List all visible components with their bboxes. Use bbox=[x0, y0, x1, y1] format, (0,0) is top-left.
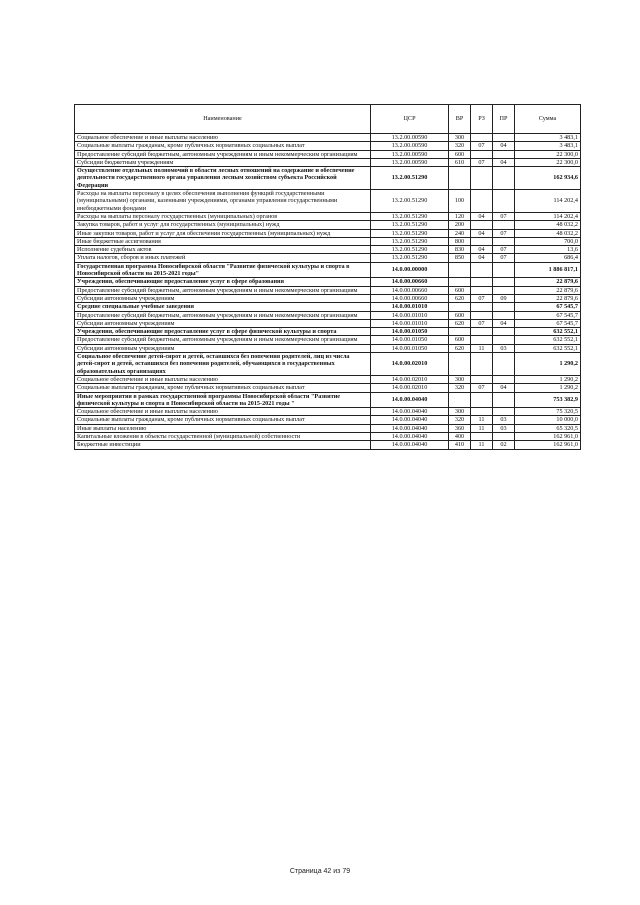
cell-rz: 04 bbox=[471, 246, 493, 254]
cell-vr bbox=[449, 278, 471, 286]
cell-csr: 14.0.00.00660 bbox=[371, 294, 449, 302]
table-row bbox=[75, 254, 581, 262]
cell-rz: 11 bbox=[471, 441, 493, 449]
cell-name: Бюджетные инвестиции bbox=[75, 441, 371, 449]
table-row bbox=[75, 278, 581, 286]
cell-rz bbox=[471, 336, 493, 344]
cell-vr: 600 bbox=[449, 286, 471, 294]
cell-rz: 11 bbox=[471, 416, 493, 424]
cell-sum: 1 886 817,1 bbox=[515, 262, 581, 278]
cell-csr: 13.2.00.00590 bbox=[371, 142, 449, 150]
cell-name: Иные бюджетные ассигнования bbox=[75, 237, 371, 245]
cell-pr bbox=[493, 311, 515, 319]
cell-vr: 410 bbox=[449, 441, 471, 449]
header-csr: ЦСР bbox=[371, 105, 449, 134]
cell-pr bbox=[493, 303, 515, 311]
cell-vr bbox=[449, 167, 471, 190]
cell-name: Предоставление субсидий бюджетным, автономным учреждениям и иным некоммерческим организациям bbox=[75, 336, 371, 344]
cell-name: Социальные выплаты гражданам, кроме публичных нормативных социальных выплат bbox=[75, 142, 371, 150]
cell-pr: 02 bbox=[493, 441, 515, 449]
cell-sum: 48 032,2 bbox=[515, 221, 581, 229]
cell-name: Осуществление отдельных полномочий в области лесных отношений на содержание и обеспечение деятельности государственного органа управления лесным хозяйством субъекта Российской Федерации bbox=[75, 167, 371, 190]
cell-rz bbox=[471, 237, 493, 245]
cell-csr: 14.0.00.04040 bbox=[371, 416, 449, 424]
cell-csr: 14.0.00.00660 bbox=[371, 286, 449, 294]
cell-rz bbox=[471, 392, 493, 408]
cell-name: Социальное обеспечение и иные выплаты населению bbox=[75, 134, 371, 142]
cell-vr: 620 bbox=[449, 294, 471, 302]
cell-csr: 14.0.00.02010 bbox=[371, 353, 449, 376]
cell-name: Средние специальные учебные заведения bbox=[75, 303, 371, 311]
cell-pr: 03 bbox=[493, 424, 515, 432]
cell-name: Субсидии автономным учреждениям bbox=[75, 344, 371, 352]
table-row bbox=[75, 229, 581, 237]
cell-rz: 07 bbox=[471, 294, 493, 302]
cell-vr bbox=[449, 328, 471, 336]
cell-vr: 300 bbox=[449, 134, 471, 142]
cell-vr: 300 bbox=[449, 375, 471, 383]
cell-csr: 14.0.00.02010 bbox=[371, 375, 449, 383]
cell-pr: 03 bbox=[493, 416, 515, 424]
table-row bbox=[75, 375, 581, 383]
cell-csr: 14.0.00.01010 bbox=[371, 311, 449, 319]
table-row bbox=[75, 190, 581, 213]
cell-pr: 04 bbox=[493, 158, 515, 166]
header-sum: Сумма bbox=[515, 105, 581, 134]
cell-pr bbox=[493, 392, 515, 408]
cell-csr: 14.0.00.04040 bbox=[371, 441, 449, 449]
cell-pr: 07 bbox=[493, 246, 515, 254]
cell-name: Социальные выплаты гражданам, кроме публичных нормативных социальных выплат bbox=[75, 416, 371, 424]
cell-pr bbox=[493, 237, 515, 245]
cell-vr bbox=[449, 262, 471, 278]
cell-sum: 1 290,2 bbox=[515, 375, 581, 383]
table-row bbox=[75, 158, 581, 166]
cell-pr bbox=[493, 336, 515, 344]
cell-pr bbox=[493, 286, 515, 294]
cell-name: Расходы на выплаты персоналу государственных (муниципальных) органов bbox=[75, 212, 371, 220]
cell-name: Иные выплаты населению bbox=[75, 424, 371, 432]
cell-rz bbox=[471, 167, 493, 190]
cell-name: Уплата налогов, сборов и иных платежей bbox=[75, 254, 371, 262]
cell-vr: 240 bbox=[449, 229, 471, 237]
cell-vr: 800 bbox=[449, 237, 471, 245]
cell-rz bbox=[471, 286, 493, 294]
cell-name: Предоставление субсидий бюджетным, автономным учреждениям и иным некоммерческим организациям bbox=[75, 150, 371, 158]
cell-vr: 100 bbox=[449, 190, 471, 213]
cell-vr: 600 bbox=[449, 150, 471, 158]
header-pr: ПР bbox=[493, 105, 515, 134]
cell-rz: 04 bbox=[471, 229, 493, 237]
cell-rz bbox=[471, 408, 493, 416]
cell-rz bbox=[471, 353, 493, 376]
table-row bbox=[75, 408, 581, 416]
table-row bbox=[75, 328, 581, 336]
cell-rz: 07 bbox=[471, 142, 493, 150]
cell-name: Предоставление субсидий бюджетным, автономным учреждениям и иным некоммерческим организациям bbox=[75, 286, 371, 294]
cell-csr: 13.2.00.00590 bbox=[371, 158, 449, 166]
table-row bbox=[75, 392, 581, 408]
cell-csr: 14.0.00.01050 bbox=[371, 336, 449, 344]
cell-csr: 13.2.00.51290 bbox=[371, 221, 449, 229]
budget-table bbox=[74, 104, 581, 450]
cell-csr: 13.2.00.00590 bbox=[371, 150, 449, 158]
cell-sum: 48 032,2 bbox=[515, 229, 581, 237]
table-row bbox=[75, 441, 581, 449]
cell-name: Учреждения, обеспечивающие предоставление услуг в сфере физической культуры и спорта bbox=[75, 328, 371, 336]
table-row bbox=[75, 262, 581, 278]
cell-csr: 14.0.00.01010 bbox=[371, 303, 449, 311]
cell-rz: 07 bbox=[471, 319, 493, 327]
cell-pr bbox=[493, 375, 515, 383]
cell-vr: 320 bbox=[449, 142, 471, 150]
cell-csr: 13.2.00.51290 bbox=[371, 167, 449, 190]
cell-pr bbox=[493, 221, 515, 229]
cell-vr: 200 bbox=[449, 221, 471, 229]
cell-name: Социальные выплаты гражданам, кроме публичных нормативных социальных выплат bbox=[75, 384, 371, 392]
cell-pr bbox=[493, 353, 515, 376]
cell-name: Предоставление субсидий бюджетным, автономным учреждениям и иным некоммерческим организациям bbox=[75, 311, 371, 319]
cell-csr: 14.0.00.01050 bbox=[371, 328, 449, 336]
cell-name: Исполнение судебных актов bbox=[75, 246, 371, 254]
cell-sum: 67 545,7 bbox=[515, 319, 581, 327]
cell-name: Социальное обеспечение детей-сирот и детей, оставшихся без попечения родителей, лиц из числа детей-сирот и детей, оставшихся без попечения родителей, обучающихся в государственных образовательных организациях bbox=[75, 353, 371, 376]
cell-csr: 13.2.00.00590 bbox=[371, 134, 449, 142]
cell-pr bbox=[493, 278, 515, 286]
cell-vr bbox=[449, 303, 471, 311]
cell-sum: 632 552,1 bbox=[515, 344, 581, 352]
cell-pr: 04 bbox=[493, 142, 515, 150]
cell-vr: 400 bbox=[449, 432, 471, 440]
cell-name: Расходы на выплаты персоналу в целях обеспечения выполнения функций государственными (муниципальными) органами, казенными учреждениями, органами управления государственными внебюджетными фондами bbox=[75, 190, 371, 213]
cell-sum: 753 382,9 bbox=[515, 392, 581, 408]
cell-sum: 22 879,6 bbox=[515, 286, 581, 294]
cell-sum: 67 545,7 bbox=[515, 311, 581, 319]
page-number: Страница 42 из 79 bbox=[289, 868, 351, 875]
cell-sum: 3 483,1 bbox=[515, 142, 581, 150]
cell-pr: 09 bbox=[493, 294, 515, 302]
cell-pr bbox=[493, 190, 515, 213]
cell-sum: 114 202,4 bbox=[515, 190, 581, 213]
cell-name: Социальное обеспечение и иные выплаты населению bbox=[75, 375, 371, 383]
cell-sum: 162 961,0 bbox=[515, 441, 581, 449]
cell-rz bbox=[471, 262, 493, 278]
cell-csr: 14.0.00.00000 bbox=[371, 262, 449, 278]
cell-sum: 22 300,0 bbox=[515, 158, 581, 166]
table-row bbox=[75, 246, 581, 254]
cell-csr: 14.0.00.04040 bbox=[371, 408, 449, 416]
budget-table-container bbox=[74, 104, 580, 450]
table-row bbox=[75, 167, 581, 190]
cell-name: Субсидии автономным учреждениям bbox=[75, 319, 371, 327]
cell-rz: 04 bbox=[471, 254, 493, 262]
cell-rz bbox=[471, 190, 493, 213]
cell-name: Социальное обеспечение и иные выплаты населению bbox=[75, 408, 371, 416]
cell-pr bbox=[493, 408, 515, 416]
cell-name: Закупка товаров, работ и услуг для государственных (муниципальных) нужд bbox=[75, 221, 371, 229]
cell-sum: 114 202,4 bbox=[515, 212, 581, 220]
cell-pr: 04 bbox=[493, 319, 515, 327]
cell-name: Иные закупки товаров, работ и услуг для обеспечения государственных (муниципальных) нужд bbox=[75, 229, 371, 237]
cell-vr: 300 bbox=[449, 408, 471, 416]
cell-csr: 14.0.00.01010 bbox=[371, 319, 449, 327]
cell-pr: 07 bbox=[493, 229, 515, 237]
cell-vr: 320 bbox=[449, 384, 471, 392]
cell-sum: 13,6 bbox=[515, 246, 581, 254]
cell-sum: 3 483,1 bbox=[515, 134, 581, 142]
cell-sum: 1 290,2 bbox=[515, 384, 581, 392]
cell-rz bbox=[471, 134, 493, 142]
table-row bbox=[75, 294, 581, 302]
cell-pr: 03 bbox=[493, 344, 515, 352]
header-rz: РЗ bbox=[471, 105, 493, 134]
cell-rz bbox=[471, 221, 493, 229]
cell-pr bbox=[493, 134, 515, 142]
cell-vr: 620 bbox=[449, 319, 471, 327]
cell-sum: 700,0 bbox=[515, 237, 581, 245]
table-row bbox=[75, 150, 581, 158]
cell-rz bbox=[471, 375, 493, 383]
table-row bbox=[75, 416, 581, 424]
cell-vr: 610 bbox=[449, 158, 471, 166]
cell-csr: 14.0.00.04040 bbox=[371, 424, 449, 432]
cell-rz: 04 bbox=[471, 212, 493, 220]
table-row bbox=[75, 384, 581, 392]
header-vr: ВР bbox=[449, 105, 471, 134]
cell-name: Иные мероприятия в рамках государственной программы Новосибирской области "Развитие физической культуры и спорта в Новосибирской области на 2015-2021 годы " bbox=[75, 392, 371, 408]
cell-sum: 22 879,6 bbox=[515, 294, 581, 302]
cell-sum: 162 934,6 bbox=[515, 167, 581, 190]
cell-rz bbox=[471, 328, 493, 336]
table-row bbox=[75, 142, 581, 150]
table-row bbox=[75, 344, 581, 352]
cell-sum: 22 300,0 bbox=[515, 150, 581, 158]
cell-name: Капитальные вложения в объекты государственной (муниципальной) собственности bbox=[75, 432, 371, 440]
table-row bbox=[75, 353, 581, 376]
cell-vr bbox=[449, 353, 471, 376]
cell-name: Государственная программа Новосибирской области "Развитие физической культуры и спорта в Новосибирской области на 2015-2021 годы" bbox=[75, 262, 371, 278]
cell-sum: 65 320,5 bbox=[515, 424, 581, 432]
cell-pr bbox=[493, 328, 515, 336]
cell-pr: 07 bbox=[493, 212, 515, 220]
cell-vr bbox=[449, 392, 471, 408]
cell-csr: 13.2.00.51290 bbox=[371, 237, 449, 245]
cell-sum: 22 879,6 bbox=[515, 278, 581, 286]
cell-pr: 07 bbox=[493, 254, 515, 262]
table-row bbox=[75, 319, 581, 327]
cell-pr bbox=[493, 262, 515, 278]
table-row bbox=[75, 286, 581, 294]
cell-csr: 13.2.00.51290 bbox=[371, 212, 449, 220]
cell-csr: 14.0.00.00660 bbox=[371, 278, 449, 286]
cell-sum: 632 552,1 bbox=[515, 336, 581, 344]
cell-pr bbox=[493, 167, 515, 190]
cell-pr bbox=[493, 432, 515, 440]
cell-rz bbox=[471, 303, 493, 311]
cell-sum: 162 961,0 bbox=[515, 432, 581, 440]
cell-vr: 600 bbox=[449, 336, 471, 344]
cell-name: Субсидии бюджетным учреждениям bbox=[75, 158, 371, 166]
table-row bbox=[75, 212, 581, 220]
cell-name: Учреждения, обеспечивающие предоставление услуг в сфере образования bbox=[75, 278, 371, 286]
cell-vr: 600 bbox=[449, 311, 471, 319]
cell-sum: 1 290,2 bbox=[515, 353, 581, 376]
cell-vr: 320 bbox=[449, 416, 471, 424]
header-name: Наименование bbox=[75, 105, 371, 134]
cell-rz bbox=[471, 150, 493, 158]
cell-sum: 75 320,5 bbox=[515, 408, 581, 416]
table-row bbox=[75, 134, 581, 142]
cell-sum: 67 545,7 bbox=[515, 303, 581, 311]
cell-sum: 686,4 bbox=[515, 254, 581, 262]
cell-vr: 850 bbox=[449, 254, 471, 262]
cell-rz: 07 bbox=[471, 384, 493, 392]
cell-csr: 13.2.00.51290 bbox=[371, 246, 449, 254]
cell-vr: 120 bbox=[449, 212, 471, 220]
cell-csr: 13.2.00.51290 bbox=[371, 190, 449, 213]
cell-csr: 14.0.00.02010 bbox=[371, 384, 449, 392]
cell-rz bbox=[471, 311, 493, 319]
table-header-row bbox=[75, 105, 581, 134]
table-row bbox=[75, 336, 581, 344]
table-row bbox=[75, 237, 581, 245]
cell-pr bbox=[493, 150, 515, 158]
cell-sum: 632 552,1 bbox=[515, 328, 581, 336]
cell-vr: 620 bbox=[449, 344, 471, 352]
table-row bbox=[75, 311, 581, 319]
table-row bbox=[75, 221, 581, 229]
cell-csr: 14.0.00.01050 bbox=[371, 344, 449, 352]
cell-csr: 13.2.00.51290 bbox=[371, 229, 449, 237]
cell-pr: 04 bbox=[493, 384, 515, 392]
cell-vr: 360 bbox=[449, 424, 471, 432]
cell-rz: 11 bbox=[471, 424, 493, 432]
cell-name: Субсидии автономным учреждениям bbox=[75, 294, 371, 302]
cell-csr: 13.2.00.51290 bbox=[371, 254, 449, 262]
cell-csr: 14.0.00.04040 bbox=[371, 432, 449, 440]
cell-rz bbox=[471, 278, 493, 286]
cell-rz: 11 bbox=[471, 344, 493, 352]
table-body bbox=[75, 134, 581, 450]
table-row bbox=[75, 424, 581, 432]
cell-rz: 07 bbox=[471, 158, 493, 166]
cell-csr: 14.0.00.04040 bbox=[371, 392, 449, 408]
cell-vr: 830 bbox=[449, 246, 471, 254]
cell-sum: 10 000,0 bbox=[515, 416, 581, 424]
cell-rz bbox=[471, 432, 493, 440]
table-row bbox=[75, 432, 581, 440]
table-row bbox=[75, 303, 581, 311]
